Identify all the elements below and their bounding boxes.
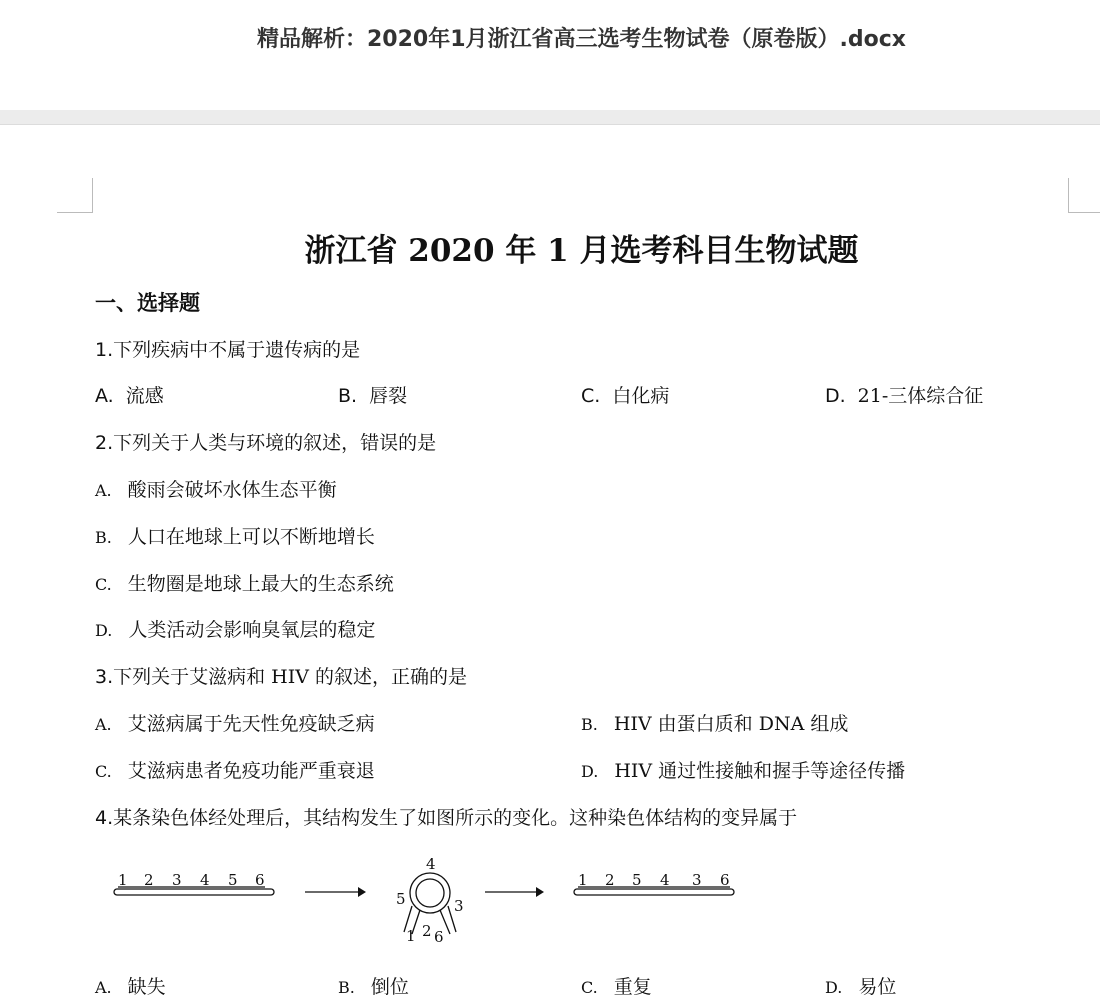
option-text: 白化病 <box>612 385 670 407</box>
option-text: 21-三体综合征 <box>857 385 984 407</box>
option-key: D. <box>825 978 843 997</box>
option-key: A. <box>95 481 112 500</box>
option-key: B. <box>95 528 112 547</box>
loop-label-3: 3 <box>454 897 464 915</box>
option-text: 生物圈是地球上最大的生态系统 <box>127 573 394 595</box>
section-heading: 一、选择题 <box>95 290 200 315</box>
paper-title: 浙江省 2020 年 1 月选考科目生物试题 <box>304 233 859 269</box>
option-text: 易位 <box>858 976 897 998</box>
loop-label-5: 5 <box>396 890 406 908</box>
loop-label-1: 1 <box>406 927 416 945</box>
after-label-5: 5 <box>632 871 642 889</box>
option-1a <box>95 381 164 408</box>
option-3c <box>95 756 375 783</box>
option-key: A. <box>95 978 112 997</box>
loop-label-2: 2 <box>422 922 432 940</box>
crop-mark-top-right-h <box>1068 212 1100 213</box>
option-2d <box>95 615 375 642</box>
question-2 <box>95 428 436 455</box>
arrow-2-head <box>536 887 544 897</box>
option-text: HIV 由蛋白质和 DNA 组成 <box>613 713 849 735</box>
option-2c <box>95 569 394 596</box>
after-label-4: 4 <box>660 871 670 889</box>
document-filename-title: 精品解析：2020年1月浙江省高三选考生物试卷（原卷版）.docx <box>257 27 906 52</box>
chromosome-loop-inner <box>416 879 444 907</box>
option-3d <box>581 756 905 783</box>
option-text: 艾滋病患者免疫功能严重衰退 <box>127 760 375 782</box>
option-key: D. <box>581 762 599 781</box>
option-key: C. <box>581 385 601 407</box>
option-2a <box>95 475 337 502</box>
option-key: D. <box>95 621 113 640</box>
option-3b <box>581 709 848 736</box>
page-gap <box>0 110 1100 124</box>
option-1c <box>581 381 669 408</box>
option-4a <box>95 972 166 999</box>
option-key: C. <box>95 762 112 781</box>
question-text: 下列关于艾滋病和 HIV 的叙述，正确的是 <box>113 666 468 688</box>
question-number: 3. <box>95 666 114 688</box>
option-1b <box>338 381 407 408</box>
arrow-1-head <box>358 887 366 897</box>
before-label-6: 6 <box>255 871 265 889</box>
option-key: B. <box>338 385 358 407</box>
option-key: D. <box>825 385 846 407</box>
question-1 <box>95 335 360 362</box>
question-4 <box>95 803 797 830</box>
option-4c <box>581 972 652 999</box>
question-text: 下列疾病中不属于遗传病的是 <box>113 339 361 361</box>
crop-mark-top-left-h <box>57 212 93 213</box>
option-text: 倒位 <box>370 976 409 998</box>
option-3a <box>95 709 375 736</box>
after-label-2: 2 <box>605 871 615 889</box>
option-4b <box>338 972 409 999</box>
loop-label-4: 4 <box>426 855 436 873</box>
option-1d <box>825 381 983 408</box>
option-key: A. <box>95 715 112 734</box>
chromosome-inversion-diagram <box>100 848 760 948</box>
crop-mark-top-left <box>92 178 93 213</box>
before-label-5: 5 <box>228 871 238 889</box>
option-text: 酸雨会破坏水体生态平衡 <box>127 479 337 501</box>
option-key: C. <box>581 978 598 997</box>
after-label-3: 3 <box>692 871 702 889</box>
after-label-6: 6 <box>720 871 730 889</box>
option-4d <box>825 972 896 999</box>
before-label-4: 4 <box>200 871 210 889</box>
option-2b <box>95 522 375 549</box>
option-text: 唇裂 <box>369 385 408 407</box>
question-number: 2. <box>95 432 114 454</box>
chromosome-before <box>114 889 274 895</box>
option-key: B. <box>581 715 598 734</box>
option-text: 流感 <box>125 385 164 407</box>
question-number: 1. <box>95 339 114 361</box>
question-text: 下列关于人类与环境的叙述，错误的是 <box>113 432 437 454</box>
option-key: A. <box>95 385 114 407</box>
option-key: B. <box>338 978 355 997</box>
before-label-3: 3 <box>172 871 182 889</box>
option-text: HIV 通过性接触和握手等途径传播 <box>614 760 906 782</box>
before-label-1: 1 <box>118 871 128 889</box>
question-3 <box>95 662 467 689</box>
option-text: 艾滋病属于先天性免疫缺乏病 <box>127 713 375 735</box>
option-text: 人类活动会影响臭氧层的稳定 <box>128 619 376 641</box>
before-label-2: 2 <box>144 871 154 889</box>
option-key: C. <box>95 575 112 594</box>
chromosome-after <box>574 889 734 895</box>
option-text: 人口在地球上可以不断地增长 <box>127 526 375 548</box>
question-number: 4. <box>95 807 114 829</box>
after-label-1: 1 <box>578 871 588 889</box>
document-header <box>0 0 1100 110</box>
crop-mark-top-right <box>1068 178 1069 213</box>
loop-label-6: 6 <box>434 928 444 946</box>
option-text: 缺失 <box>127 976 166 998</box>
question-text: 某条染色体经处理后，其结构发生了如图所示的变化。这种染色体结构的变异属于 <box>113 807 798 829</box>
option-text: 重复 <box>613 976 652 998</box>
